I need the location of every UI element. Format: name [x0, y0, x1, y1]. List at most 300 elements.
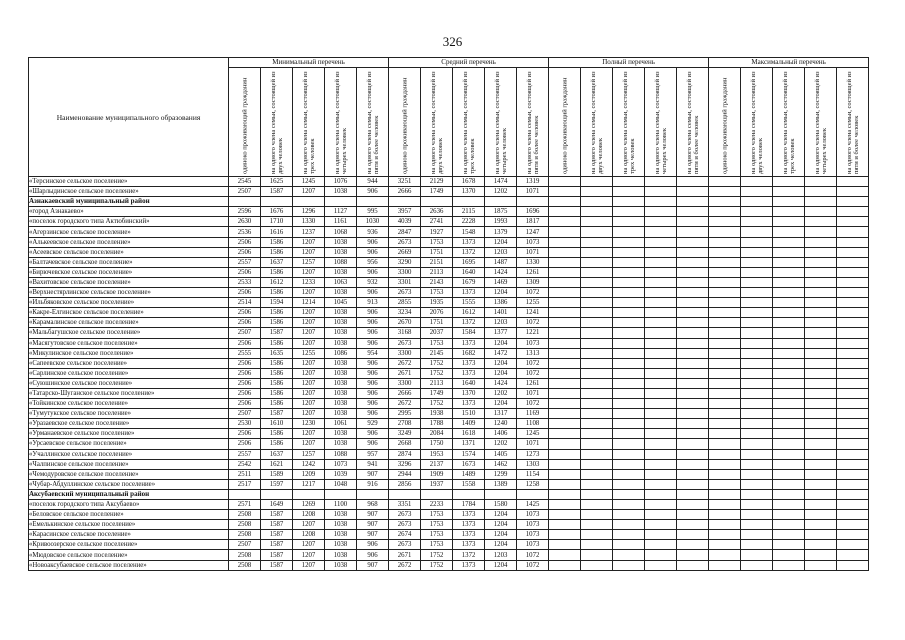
table-cell: 2514: [229, 298, 261, 308]
group-header: Максимальный перечень: [709, 58, 869, 68]
table-cell: [325, 197, 357, 207]
table-cell: [613, 479, 645, 489]
table-cell: 1204: [485, 510, 517, 520]
table-cell: [549, 550, 581, 560]
table-cell: 1753: [421, 288, 453, 298]
table-cell: [773, 358, 805, 368]
group-header-row: [29, 58, 869, 68]
table-cell: 2517: [229, 479, 261, 489]
table-cell: 1261: [517, 378, 549, 388]
table-row: [29, 277, 869, 287]
table-cell: 906: [357, 237, 389, 247]
table-cell: [581, 459, 613, 469]
column-subheader: [773, 68, 805, 177]
table-cell: 1640: [453, 267, 485, 277]
table-cell: 1330: [517, 257, 549, 267]
table-cell: [549, 378, 581, 388]
table-cell: 2506: [229, 358, 261, 368]
table-cell: [581, 288, 613, 298]
table-cell: 1204: [485, 530, 517, 540]
table-cell: [581, 449, 613, 459]
table-cell: 1207: [293, 237, 325, 247]
table-row: [29, 217, 869, 227]
table-cell: [613, 399, 645, 409]
table-cell: [773, 388, 805, 398]
table-cell: [613, 348, 645, 358]
table-cell: [613, 177, 645, 187]
table-cell: 2137: [421, 459, 453, 469]
table-cell: [837, 267, 869, 277]
table-cell: 1269: [293, 500, 325, 510]
table-cell: 1587: [261, 530, 293, 540]
table-cell: 2145: [421, 348, 453, 358]
table-cell: 1169: [517, 409, 549, 419]
table-cell: [549, 459, 581, 469]
table-cell: 1073: [517, 540, 549, 550]
table-cell: [805, 348, 837, 358]
table-cell: 2233: [421, 500, 453, 510]
table-cell: [229, 489, 261, 499]
table-cell: [549, 247, 581, 257]
table-cell: 2506: [229, 378, 261, 388]
table-cell: 1472: [485, 348, 517, 358]
table-cell: 906: [357, 388, 389, 398]
table-cell: 1409: [453, 419, 485, 429]
table-cell: 1233: [293, 277, 325, 287]
table-cell: 1207: [293, 368, 325, 378]
table-cell: [709, 247, 741, 257]
table-cell: [805, 197, 837, 207]
table-cell: 1909: [421, 469, 453, 479]
table-cell: [773, 217, 805, 227]
table-cell: 1204: [485, 237, 517, 247]
table-cell: [613, 520, 645, 530]
table-cell: [741, 500, 773, 510]
table-cell: [837, 500, 869, 510]
table-cell: 1751: [421, 247, 453, 257]
table-cell: [837, 479, 869, 489]
table-cell: 1424: [485, 378, 517, 388]
table-cell: [837, 388, 869, 398]
table-cell: [613, 358, 645, 368]
table-cell: [773, 489, 805, 499]
table-cell: [549, 489, 581, 499]
table-cell: 2847: [389, 227, 421, 237]
table-cell: 1071: [517, 439, 549, 449]
table-cell: [837, 409, 869, 419]
table-cell: 1487: [485, 257, 517, 267]
table-cell: 1038: [325, 388, 357, 398]
table-cell: [677, 358, 709, 368]
table-cell: [709, 328, 741, 338]
table-cell: 1372: [453, 318, 485, 328]
table-cell: [581, 500, 613, 510]
table-cell: 1207: [293, 358, 325, 368]
table-cell: 1574: [453, 449, 485, 459]
table-cell: 1207: [293, 429, 325, 439]
municipality-name: «Мальбагушское сельское поселение»: [29, 328, 229, 338]
table-cell: 1207: [293, 409, 325, 419]
table-cell: 1203: [485, 247, 517, 257]
table-cell: [805, 298, 837, 308]
column-subheader: [293, 68, 325, 177]
table-cell: 2129: [421, 177, 453, 187]
table-cell: [645, 449, 677, 459]
table-cell: 1207: [293, 247, 325, 257]
table-row: [29, 409, 869, 419]
table-cell: 3351: [389, 500, 421, 510]
table-row: [29, 247, 869, 257]
table-cell: [773, 318, 805, 328]
table-cell: [837, 197, 869, 207]
table-cell: [549, 308, 581, 318]
table-cell: [741, 530, 773, 540]
table-cell: 1038: [325, 247, 357, 257]
table-row: [29, 338, 869, 348]
table-cell: 1208: [293, 510, 325, 520]
table-cell: 2855: [389, 298, 421, 308]
table-cell: [581, 439, 613, 449]
table-cell: 2076: [421, 308, 453, 318]
table-cell: 1424: [485, 267, 517, 277]
municipality-name: «Кривоозерское сельское поселение»: [29, 540, 229, 550]
table-cell: [709, 500, 741, 510]
table-cell: [805, 368, 837, 378]
table-cell: [805, 429, 837, 439]
table-cell: [645, 328, 677, 338]
table-cell: [613, 247, 645, 257]
table-cell: [677, 489, 709, 499]
table-cell: [709, 550, 741, 560]
table-cell: [709, 318, 741, 328]
table-cell: [581, 318, 613, 328]
table-cell: [709, 419, 741, 429]
table-row: [29, 520, 869, 530]
table-cell: 1207: [293, 540, 325, 550]
table-cell: [741, 288, 773, 298]
table-cell: 1373: [453, 368, 485, 378]
municipality-name: «поселок городского типа Актюбинский»: [29, 217, 229, 227]
table-cell: 1587: [261, 550, 293, 560]
table-cell: [549, 560, 581, 570]
table-cell: [645, 550, 677, 560]
table-cell: [709, 267, 741, 277]
table-cell: [709, 207, 741, 217]
table-cell: [805, 288, 837, 298]
table-cell: [773, 530, 805, 540]
table-cell: 1649: [261, 500, 293, 510]
table-cell: [549, 520, 581, 530]
table-cell: [581, 520, 613, 530]
table-cell: [741, 328, 773, 338]
table-cell: 1637: [261, 257, 293, 267]
table-cell: [709, 338, 741, 348]
table-cell: 3300: [389, 348, 421, 358]
table-cell: 1696: [517, 207, 549, 217]
table-cell: 1207: [293, 439, 325, 449]
table-cell: [773, 308, 805, 318]
table-cell: [613, 277, 645, 287]
table-cell: [581, 409, 613, 419]
table-cell: 1204: [485, 338, 517, 348]
column-subheader-label: на одного члена семьи, состоящей из трех человек: [301, 71, 316, 174]
table-row: [29, 560, 869, 570]
table-cell: 1071: [517, 388, 549, 398]
table-cell: [709, 439, 741, 449]
table-cell: 1247: [517, 227, 549, 237]
table-cell: 1203: [485, 550, 517, 560]
table-cell: 2666: [389, 388, 421, 398]
table-cell: 2143: [421, 277, 453, 287]
table-cell: [677, 459, 709, 469]
table-cell: 1038: [325, 288, 357, 298]
table-cell: [677, 540, 709, 550]
table-cell: 1752: [421, 358, 453, 368]
table-cell: [581, 277, 613, 287]
table-cell: [837, 560, 869, 570]
table-cell: 1377: [485, 328, 517, 338]
table-cell: [677, 277, 709, 287]
table-cell: [741, 409, 773, 419]
table-cell: [645, 560, 677, 570]
table-cell: 2037: [421, 328, 453, 338]
table-cell: [805, 530, 837, 540]
table-cell: [677, 328, 709, 338]
table-cell: [773, 247, 805, 257]
table-cell: [709, 368, 741, 378]
table-cell: [741, 338, 773, 348]
table-cell: [773, 429, 805, 439]
table-cell: 1752: [421, 550, 453, 560]
table-cell: [709, 479, 741, 489]
table-cell: 1071: [517, 247, 549, 257]
municipality-name: «Бирючевское сельское поселение»: [29, 267, 229, 277]
table-cell: [421, 489, 453, 499]
table-cell: [709, 277, 741, 287]
table-cell: 1241: [517, 308, 549, 318]
table-cell: [709, 469, 741, 479]
table-cell: [677, 207, 709, 217]
table-cell: [709, 560, 741, 570]
table-cell: [773, 469, 805, 479]
table-cell: 3290: [389, 257, 421, 267]
table-cell: [581, 550, 613, 560]
table-cell: [805, 378, 837, 388]
table-cell: [613, 267, 645, 277]
table-cell: [837, 277, 869, 287]
table-cell: [837, 237, 869, 247]
table-cell: 906: [357, 288, 389, 298]
table-cell: 1207: [293, 267, 325, 277]
table-cell: 1678: [453, 177, 485, 187]
table-cell: [709, 489, 741, 499]
table-cell: [709, 298, 741, 308]
table-cell: [645, 368, 677, 378]
table-cell: [581, 237, 613, 247]
column-subheader: [709, 68, 741, 177]
table-row: [29, 550, 869, 560]
table-cell: 2944: [389, 469, 421, 479]
table-cell: 1753: [421, 520, 453, 530]
column-subheader-label: на одного члена семьи, состоящей из двух человек: [589, 71, 604, 174]
municipality-name: «Балтачевское сельское поселение»: [29, 257, 229, 267]
table-cell: 1676: [261, 207, 293, 217]
table-cell: [613, 500, 645, 510]
table-row: [29, 257, 869, 267]
table-cell: 1255: [293, 348, 325, 358]
table-cell: [837, 207, 869, 217]
table-cell: 3234: [389, 308, 421, 318]
table-cell: 1469: [485, 277, 517, 287]
table-cell: [741, 489, 773, 499]
table-cell: 2673: [389, 288, 421, 298]
table-cell: 2533: [229, 277, 261, 287]
table-cell: [645, 409, 677, 419]
municipality-name: «Карасинское сельское поселение»: [29, 530, 229, 540]
table-cell: [677, 308, 709, 318]
table-cell: 2508: [229, 510, 261, 520]
table-cell: [773, 328, 805, 338]
table-cell: 1072: [517, 550, 549, 560]
table-cell: [773, 479, 805, 489]
table-cell: 1073: [325, 459, 357, 469]
column-subheader-label: на одного члена семьи, состоящей из пяти и более человек: [685, 71, 700, 174]
table-cell: [837, 288, 869, 298]
table-cell: 1072: [517, 399, 549, 409]
table-cell: 2668: [389, 439, 421, 449]
table-cell: [837, 540, 869, 550]
table-cell: 907: [357, 510, 389, 520]
table-cell: 1073: [517, 510, 549, 520]
table-row: [29, 469, 869, 479]
table-cell: [837, 358, 869, 368]
table-cell: 1072: [517, 318, 549, 328]
table-cell: [581, 217, 613, 227]
table-cell: [613, 388, 645, 398]
table-cell: 1937: [421, 479, 453, 489]
table-cell: [645, 419, 677, 429]
table-cell: [549, 197, 581, 207]
table-cell: 1586: [261, 388, 293, 398]
table-cell: 1076: [325, 177, 357, 187]
table-cell: 2596: [229, 207, 261, 217]
table-cell: [613, 459, 645, 469]
table-cell: 906: [357, 409, 389, 419]
table-cell: [741, 449, 773, 459]
table-cell: 1161: [325, 217, 357, 227]
table-cell: [613, 489, 645, 499]
table-cell: 1038: [325, 409, 357, 419]
table-cell: [709, 348, 741, 358]
table-cell: [645, 399, 677, 409]
table-cell: [741, 237, 773, 247]
table-cell: [293, 489, 325, 499]
table-cell: 1625: [261, 177, 293, 187]
table-cell: [805, 257, 837, 267]
table-cell: 2506: [229, 237, 261, 247]
municipality-name: «Урсаевское сельское поселение»: [29, 439, 229, 449]
table-cell: [581, 530, 613, 540]
municipality-name: «Чалпинское сельское поселение»: [29, 459, 229, 469]
table-cell: 1038: [325, 187, 357, 197]
table-cell: 1072: [517, 560, 549, 570]
municipality-name: «Чемодуровское сельское поселение»: [29, 469, 229, 479]
table-cell: [581, 298, 613, 308]
table-cell: 906: [357, 328, 389, 338]
table-cell: [549, 217, 581, 227]
column-subheader: [485, 68, 517, 177]
table-cell: 1207: [293, 520, 325, 530]
table-cell: [677, 510, 709, 520]
table-cell: 1207: [293, 187, 325, 197]
column-subheader-label: одиноко проживающий гражданин: [721, 77, 729, 174]
table-cell: [741, 520, 773, 530]
table-cell: [773, 378, 805, 388]
table-cell: 1750: [421, 439, 453, 449]
table-cell: [837, 378, 869, 388]
table-cell: 1299: [485, 469, 517, 479]
table-cell: 2669: [389, 247, 421, 257]
table-cell: [613, 338, 645, 348]
table-cell: 1245: [517, 429, 549, 439]
municipality-name: «Алькеевское сельское поселение»: [29, 237, 229, 247]
column-subheader: [357, 68, 389, 177]
table-cell: [805, 318, 837, 328]
group-header: Полный перечень: [549, 58, 709, 68]
table-cell: 1038: [325, 318, 357, 328]
table-cell: 2671: [389, 550, 421, 560]
table-cell: [805, 338, 837, 348]
table-cell: [805, 207, 837, 217]
table-cell: 1207: [293, 308, 325, 318]
table-cell: 1373: [453, 358, 485, 368]
table-cell: [741, 358, 773, 368]
table-cell: [581, 479, 613, 489]
table-cell: [837, 510, 869, 520]
table-cell: [773, 237, 805, 247]
table-cell: [581, 510, 613, 520]
table-cell: 1204: [485, 560, 517, 570]
table-cell: 916: [357, 479, 389, 489]
column-subheader: [453, 68, 485, 177]
table-cell: 907: [357, 520, 389, 530]
table-cell: [645, 530, 677, 540]
table-cell: [837, 520, 869, 530]
table-cell: 2666: [389, 187, 421, 197]
table-cell: 1038: [325, 368, 357, 378]
table-cell: 1230: [293, 419, 325, 429]
table-cell: [709, 520, 741, 530]
table-cell: 1586: [261, 237, 293, 247]
table-cell: 1386: [485, 298, 517, 308]
table-cell: 1061: [325, 419, 357, 429]
table-cell: 1753: [421, 510, 453, 520]
table-cell: [645, 217, 677, 227]
table-cell: 1204: [485, 399, 517, 409]
table-cell: 913: [357, 298, 389, 308]
table-cell: 2511: [229, 469, 261, 479]
municipality-name: «Суюшинское сельское поселение»: [29, 378, 229, 388]
municipality-name: «поселок городского типа Аксубаево»: [29, 500, 229, 510]
table-row: [29, 419, 869, 429]
table-cell: [581, 267, 613, 277]
column-subheader: [805, 68, 837, 177]
table-cell: [677, 318, 709, 328]
municipality-name: «Ильбяковское сельское поселение»: [29, 298, 229, 308]
table-cell: [517, 197, 549, 207]
table-cell: 1373: [453, 520, 485, 530]
table-cell: [581, 469, 613, 479]
